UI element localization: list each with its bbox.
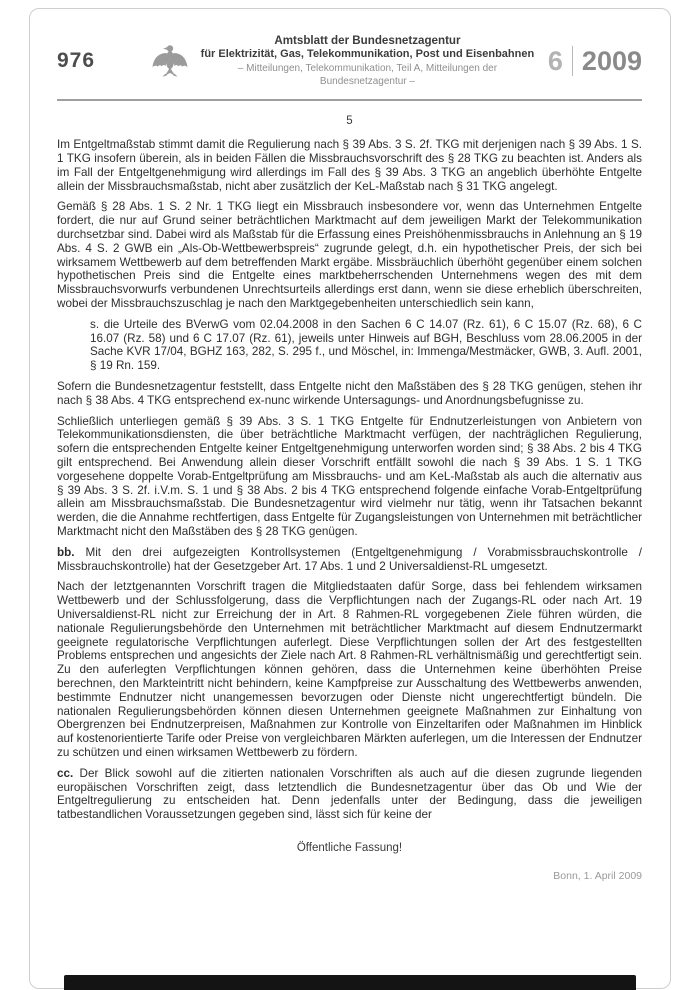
paragraph-bb: [57, 546, 642, 574]
journal-masthead: [199, 34, 536, 88]
sheet-page-number: 5: [346, 115, 353, 128]
paragraph-cc-text: Der Blick sowohl auf die zitierten nationalen Vorschriften als auch auf die diesen zugrunde liegenden europäischen Vorschriften zeigt, dass letztendlich die Bundesnetzagentur über das Ob und Wie der Entgeltregulierung zu entscheiden hat. Denn jedenfalls unter der Bedingung, dass die jeweiligen tatbestandlichen Voraussetzungen gegeben sind, lässt sich für keine der: [57, 766, 642, 822]
journal-title: Amtsblatt der Bundesnetzagentur: [274, 34, 461, 47]
paragraph-cc: [57, 767, 642, 822]
edition-page-number: 976: [57, 49, 96, 73]
paragraph-lead-bb: bb.: [57, 545, 75, 559]
paragraph-universaldienst: Nach der letztgenannten Vorschrift tragen die Mitgliedstaaten dafür Sorge, dass bei fehlendem wirksamen Wettbewerb und der Schlussfolgerung, dass die Verpflichtungen nach der Zugangs-RL oder nach Art. 19 Universaldienst-RL nicht zur Erreichung der in Art. 8 Rahmen-RL vorgegebenen Ziele führen würden, die nationale Regulierungsbehörde den Unternehmen mit beträchtlicher Marktmacht auf diesem Endnutzermarkt geeignete regulatorische Verpflichtungen auferlegt. Diese Verpflichtungen sollen der Art des festgestellten Problems entsprechen und angesichts der Ziele nach Art. 8 Rahmen-RL verhältnismäßig und gerechtfertigt sein. Zu den auferlegten Verpflichtungen können gehören, dass die Unternehmen keine überhöhten Preise berechnen, den Markteintritt nicht behindern, keine Kampfpreise zur Ausschaltung des Wettbewerbs anwenden, bestimmte Endnutzer nicht unangemessen bevorzugen oder Dienste nicht ungerechtfertigt bündeln. Die nationalen Regulierungsbehörden können diesen Unternehmen geeignete Maßnahmen zur Einhaltung von Obergrenzen bei Endnutzerpreisen, Maßnahmen zur Kontrolle von Einzeltarifen oder Maßnahmen im Hinblick auf kostenorientierte Tarife oder Preise von vergleichbaren Märkten auferlegen, um die Interessen der Endnutzer zu schützen und einen wirksamen Wettbewerb zu fördern.: [57, 580, 642, 759]
bottom-scan-bar: [64, 975, 636, 990]
paragraph-befugnisse: Sofern die Bundesnetzagentur feststellt, dass Entgelte nicht den Maßstäben des § 28 TKG genügen, stehen ihr nach § 38 Abs. 4 TKG entsprechend ex-nunc wirkende Untersagungs- und Anordnungsbefugnisse zu.: [57, 379, 642, 407]
dateline: Bonn, 1. April 2009: [553, 869, 642, 882]
citation-paragraph: s. die Urteile des BVerwG vom 02.04.2008 in den Sachen 6 C 14.07 (Rz. 61), 6 C 15.07 (Rz. 68), 6 C 16.07 (Rz. 58) und 6 C 17.07 (Rz. 61), jeweils unter Hinweis auf BGH, Beschluss vom 28.06.2005 in der Sache KVR 17/04, BGHZ 163, 282, S. 295 f., und Möschel, in: Immenga/Mestmäcker, GWB, 3. Aufl. 2001, § 19 Rn. 159.: [90, 317, 642, 373]
public-version-notice: Öffentliche Fassung!: [296, 841, 403, 854]
issue-year: 2009: [581, 45, 642, 76]
federal-eagle-icon: [151, 40, 189, 83]
journal-header: [57, 34, 642, 88]
issue-block: [548, 46, 642, 77]
paragraph-lead-cc: cc.: [57, 766, 74, 780]
paragraph-missbrauch: Gemäß § 28 Abs. 1 S. 2 Nr. 1 TKG liegt ein Missbrauch insbesondere vor, wenn das Unternehmen Entgelte fordert, die nur auf Grund seiner beträchtlichen Marktmacht auf dem jeweiligen Markt der Telekommunikation durchsetzbar sind. Dabei wird als Maßstab für die Erfassung eines Preishöhenmissbrauchs in Anlehnung an § 19 Abs. 4 S. 2 GWB ein „Als-Ob-Wettbewerbspreis“ zugrunde gelegt, d.h. ein hypothetischer Preis, der sich bei wirksamem Wettbewerb auf dem betreffenden Markt ergäbe. Missbräuchlich überhöht gegenüber einem solchen hypothetischen Preis sind die Entgelte eines marktbeherrschenden Unternehmens wegen des mit dem Missbrauchsvorwurfs verbundenen Unrechtsurteils allerdings erst dann, wenn sie diese erheblich überschreiten, wobei der Missbrauchszuschlag je nach den Marktgegebenheiten unterschiedlich sein kann,: [57, 200, 642, 310]
document-body: [57, 138, 642, 822]
paragraph-bb-text: Mit den drei aufgezeigten Kontrollsystemen (Entgeltgenehmigung / Vorabmissbrauchskontrolle / Missbrauchskontrolle) hat der Gesetzgeber Art. 17 Abs. 1 und 2 Universaldienst-RL umgesetzt.: [57, 545, 643, 573]
journal-section-line: – Mitteilungen, Telekommunikation, Teil A, Mitteilungen der Bundesnetzagentur –: [237, 63, 498, 87]
header-rule: [57, 99, 642, 101]
journal-subtitle: für Elektrizität, Gas, Telekommunikation, Post und Eisenbahnen: [200, 48, 535, 61]
paragraph-entgeltmassstab: Im Entgeltmaßstab stimmt damit die Regulierung nach § 39 Abs. 3 S. 2f. TKG mit derjenigen nach § 39 Abs. 1 S. 1 TKG insofern überein, als in beiden Fällen die Missbrauchsvorschrift des § 28 TKG zu beachten ist. Anders als im Fall der Entgeltgenehmigung wird allerdings im Fall des § 39 Abs. 3 TKG an angeblich überhöhte Entgelte allein der Missbrauchsmaßstab, nicht aber zusätzlich der KeL-Maßstab nach § 31 TKG angelegt.: [57, 138, 642, 193]
issue-number: 6: [547, 45, 563, 76]
document-page: [57, 0, 642, 882]
paragraph-nachtraegliche-regulierung: Schließlich unterliegen gemäß § 39 Abs. 3 S. 1 TKG Entgelte für Endnutzerleistungen von Anbietern von Telekommunikationsdiensten, die über beträchtliche Marktmacht verfügen, der nachträglichen Regulierung, sofern die entsprechenden Entgelte keiner Entgeltgenehmigung unterworfen worden sind; § 38 Abs. 2 bis 4 TKG gilt entsprechend. Bei Anwendung allein dieser Vorschrift entfällt sowohl die nach § 39 Abs. 1 S. 1 TKG vorgesehene doppelte Vorab-Entgeltprüfung am Missbrauchs- und am KeL-Maßstab als auch die alternativ aus § 39 Abs. 3 S. 2f. i.V.m. S. 1 und § 38 Abs. 2 bis 4 TKG entsprechend folgende einfache Vorab-Entgeltprüfung allein am Missbrauchsmaßstab. Die Bundesnetzagentur wird vielmehr nur tätig, wenn ihr Tatsachen bekannt werden, die die Annahme rechtfertigen, dass Entgelte für Zugangsleistungen von Unternehmen mit beträchtlicher Marktmacht nicht den Maßstäben des § 28 TKG genügen.: [57, 414, 642, 538]
